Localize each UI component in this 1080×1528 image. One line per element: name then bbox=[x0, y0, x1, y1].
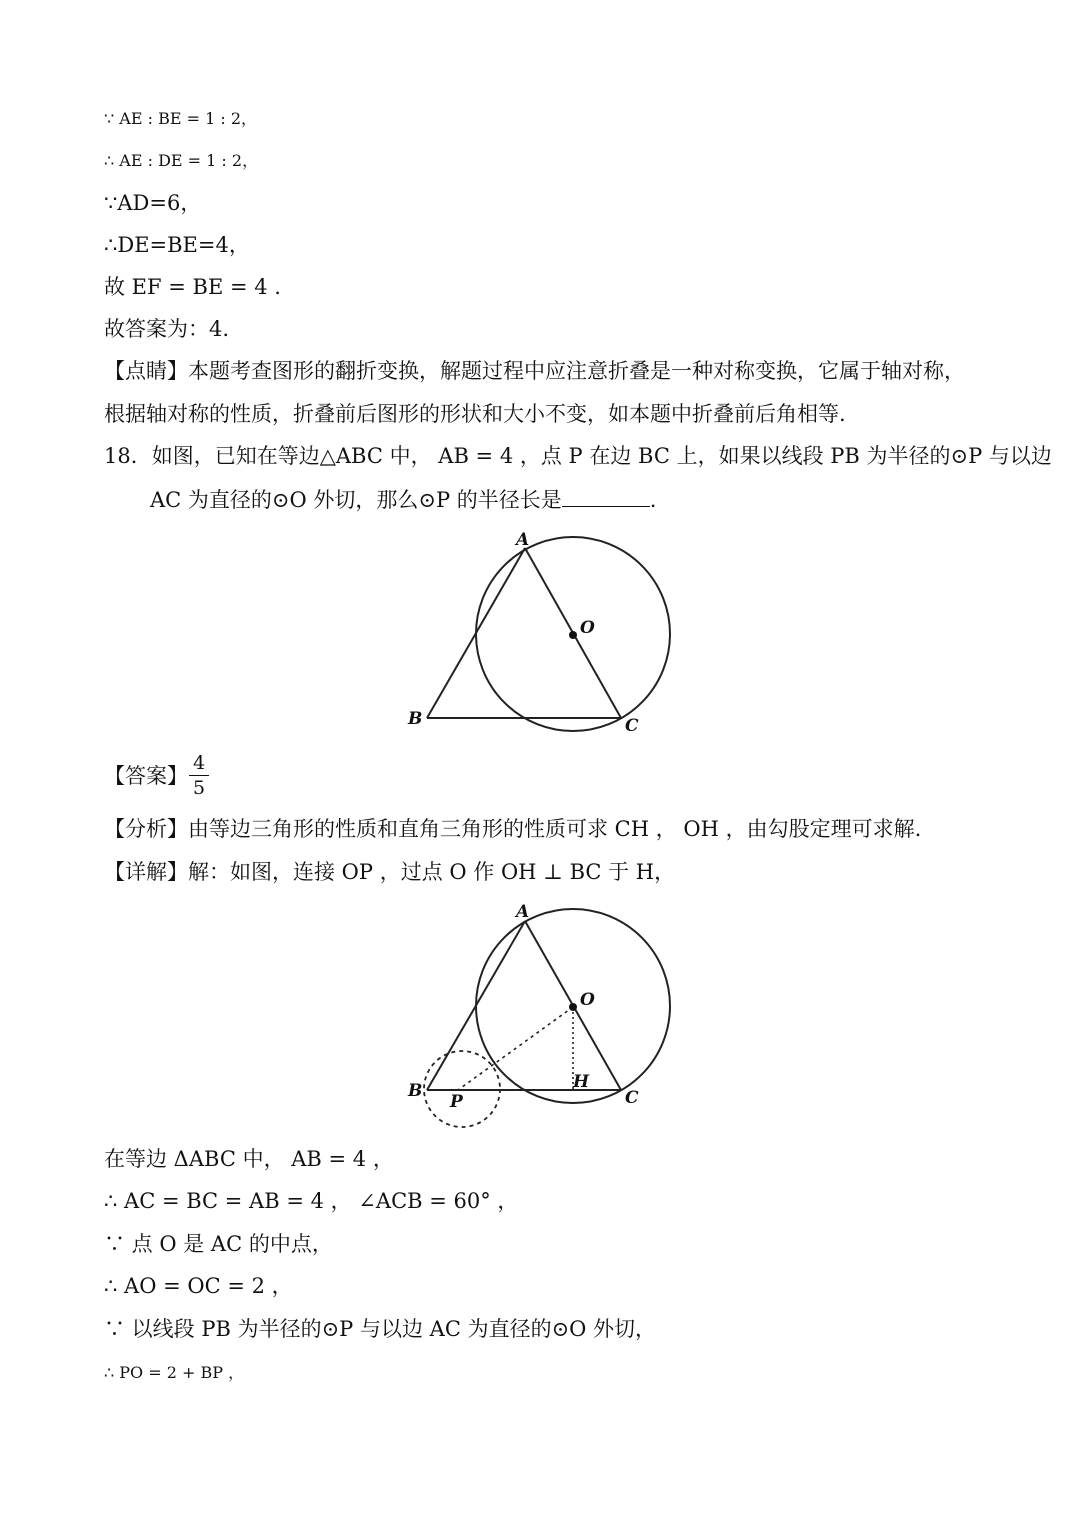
detail-line: 【详解】解：如图，连接 OP ，过点 O 作 OH ⊥ BC 于 H， bbox=[104, 860, 676, 884]
question-18-text: AC 为直径的⊙O 外切，那么⊙P 的半径长是 bbox=[150, 488, 562, 512]
label-c: C bbox=[625, 1088, 639, 1108]
figure-2 bbox=[400, 898, 690, 1133]
solution-line-5: ∵ 以线段 PB 为半径的⊙P 与以边 AC 为直径的⊙O 外切， bbox=[104, 1317, 657, 1341]
label-h: H bbox=[573, 1072, 590, 1092]
answer-label: 【答案】 bbox=[104, 764, 188, 788]
solution-line-6: ∴ PO = 2 + BP ， bbox=[104, 1363, 245, 1382]
line-2: ∴ AE : DE = 1 : 2， bbox=[104, 151, 259, 170]
solution-line-3: ∵ 点 O 是 AC 的中点， bbox=[104, 1232, 333, 1256]
center-o-dot bbox=[569, 631, 577, 639]
segment-op bbox=[458, 1007, 573, 1090]
label-a: A bbox=[516, 902, 530, 922]
side-ab bbox=[427, 548, 525, 718]
line-1: ∵ AE : BE = 1 : 2， bbox=[104, 109, 258, 128]
label-o: O bbox=[580, 618, 595, 638]
fraction-numerator: 4 bbox=[192, 752, 206, 774]
question-18-line-1: 18．如图，已知在等边△ABC 中， AB = 4 ，点 P 在边 BC 上，如果以线段 PB 为半径的⊙P 与以边 bbox=[104, 444, 1052, 468]
label-b: B bbox=[408, 709, 423, 729]
fraction-bar bbox=[189, 775, 209, 776]
question-18-period: . bbox=[649, 488, 657, 512]
solution-line-2: ∴ AC = BC = AB = 4 ， ∠ACB = 60° ， bbox=[104, 1189, 519, 1213]
line-4: ∴DE=BE=4， bbox=[104, 233, 250, 257]
label-a: A bbox=[516, 530, 530, 550]
line-6: 故答案为：4. bbox=[104, 317, 230, 341]
answer-fraction bbox=[189, 752, 209, 799]
figure-1 bbox=[400, 528, 690, 738]
line-7: 【点睛】本题考查图形的翻折变换，解题过程中应注意折叠是一种对称变换，它属于轴对称， bbox=[104, 359, 965, 383]
fraction-denominator: 5 bbox=[192, 777, 206, 799]
line-8: 根据轴对称的性质，折叠前后图形的形状和大小不变，如本题中折叠前后角相等. bbox=[104, 402, 846, 426]
label-p: P bbox=[450, 1092, 463, 1112]
line-5: 故 EF = BE = 4 . bbox=[104, 275, 281, 299]
side-ab bbox=[427, 921, 525, 1090]
line-3: ∵AD=6， bbox=[104, 191, 202, 215]
question-18-line-2 bbox=[150, 486, 656, 513]
answer-blank bbox=[562, 486, 650, 507]
solution-line-4: ∴ AO = OC = 2 ， bbox=[104, 1274, 293, 1298]
solution-line-1: 在等边 ΔABC 中， AB = 4 ， bbox=[104, 1147, 394, 1171]
center-o-dot bbox=[569, 1003, 577, 1011]
label-b: B bbox=[408, 1081, 423, 1101]
label-c: C bbox=[625, 716, 639, 736]
analysis-line: 【分析】由等边三角形的性质和直角三角形的性质可求 CH ， OH ，由勾股定理可求解. bbox=[104, 817, 922, 841]
label-o: O bbox=[580, 990, 595, 1010]
